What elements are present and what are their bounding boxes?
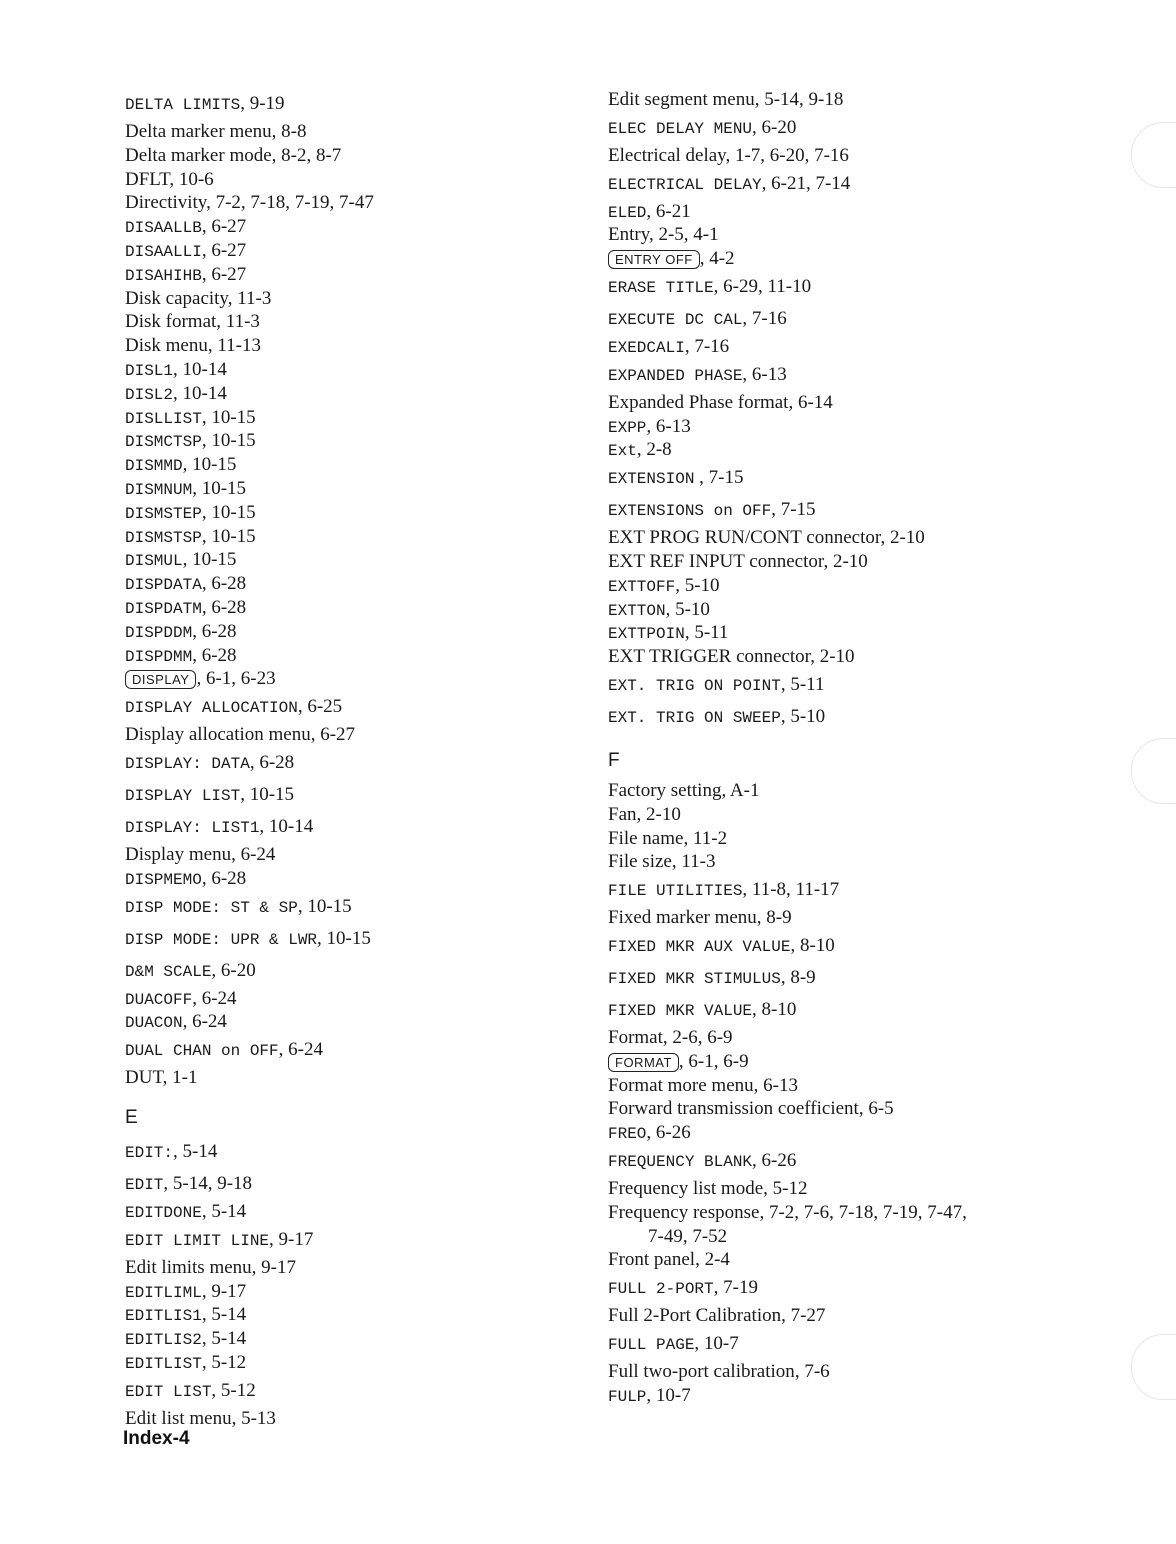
index-term: EDITDONE (125, 1203, 202, 1222)
index-entry (125, 1327, 575, 1351)
index-entry (608, 1074, 1148, 1098)
page-reference: , 10-15 (192, 477, 247, 499)
index-entry (608, 906, 1148, 930)
index-entry (125, 263, 575, 287)
page-reference: , 6-13 (742, 363, 787, 385)
index-term: DISMSTEP (125, 504, 202, 523)
page-reference: , 10-15 (240, 783, 295, 805)
page-reference: , 9-17 (269, 1228, 314, 1250)
index-entry (125, 723, 575, 747)
index-entry (608, 930, 1148, 962)
index-entry (608, 1328, 1148, 1360)
index-term: DISPDDM (125, 623, 193, 642)
index-entry (125, 867, 575, 891)
index-entry (608, 494, 1148, 526)
index-term: FIXED MKR VALUE (608, 1001, 753, 1020)
page-reference: , 6-25 (297, 696, 343, 718)
index-term: EDIT (125, 1175, 164, 1194)
index-term: Frequency list mode (608, 1177, 764, 1199)
index-term: EXECUTE DC CAL (608, 310, 743, 329)
index-entry (608, 850, 1148, 874)
page-reference: , 10-15 (182, 549, 237, 571)
page-reference: , 10-14 (259, 815, 314, 837)
index-term: DISMSTSP (125, 528, 202, 547)
index-entry (608, 1097, 1148, 1121)
index-term: D&M SCALE (125, 962, 212, 981)
index-entry (608, 88, 1148, 112)
page-reference: , 2-4 (695, 1249, 730, 1271)
index-entry (125, 453, 575, 477)
page-reference: , 6-21, 7-14 (761, 172, 851, 194)
page-reference: , 10-14 (173, 382, 227, 404)
page-reference: , 6-28 (249, 751, 295, 773)
page-reference: , 4-2 (699, 248, 735, 270)
index-term: DISAHIHB (125, 266, 202, 285)
page-reference: , 6-27 (310, 724, 356, 746)
page-number: Index-4 (123, 1428, 190, 1449)
index-term: EXT REF INPUT connector (608, 550, 824, 572)
page-reference: , 8-2, 8-7 (271, 144, 342, 166)
index-term: Edit limits menu (125, 1256, 252, 1278)
index-term: EXT. TRIG ON SWEEP (608, 708, 781, 727)
index-term: EDIT LIMIT LINE (125, 1231, 270, 1250)
page-reference: , 6-5 (858, 1098, 894, 1120)
page-reference: , 2-5, 4-1 (648, 224, 719, 246)
index-term: Delta marker menu (125, 121, 272, 142)
index-term: DISMCTSP (125, 433, 202, 452)
page-reference: , 6-28 (201, 596, 247, 618)
index-term: DFLT (125, 168, 170, 190)
index-term: FILE UTILITIES (608, 882, 743, 901)
index-entry (125, 1280, 575, 1304)
hardkey-label: DISPLAY (125, 670, 196, 689)
page-reference: , 11-3 (671, 851, 716, 873)
index-term: DUACOFF (125, 990, 193, 1009)
index-term: FREQUENCY BLANK (608, 1152, 753, 1171)
index-term: Disk capacity (125, 287, 228, 309)
page-reference: , 5-11 (780, 673, 825, 695)
index-entry (125, 987, 575, 1011)
page-reference: , 6-28 (201, 867, 247, 889)
index-term: DELTA LIMITS (125, 96, 241, 114)
index-entry (608, 962, 1148, 994)
page-reference: , 7-15 (771, 499, 816, 521)
page-reference: , 5-12 (211, 1379, 256, 1401)
index-term: DISLLIST (125, 409, 202, 428)
index-entry (608, 391, 1148, 415)
index-term: ELECTRICAL DELAY (608, 175, 762, 194)
page-reference: , 9-17 (201, 1280, 247, 1302)
index-term: Format (608, 1026, 663, 1048)
page-reference: , 6-13 (646, 415, 691, 437)
page-reference: , 2-10 (810, 646, 855, 668)
index-entry (125, 691, 575, 723)
index-term: EXTENSION (608, 470, 695, 489)
hardkey-label: ENTRY OFF (608, 250, 700, 269)
index-term: DISP MODE: ST & SP (125, 898, 298, 917)
index-entry (125, 548, 575, 572)
index-entry (608, 1272, 1148, 1304)
page-reference: , 10-14 (173, 358, 227, 380)
index-term: Disk menu (125, 335, 208, 357)
index-entry (125, 1303, 575, 1327)
index-column-right (608, 88, 1148, 1408)
index-term: Full 2-Port Calibration (608, 1305, 782, 1327)
page-reference: , 5-10 (665, 598, 710, 620)
page-reference: , 2-10 (823, 550, 868, 572)
index-term: Electrical delay (608, 144, 726, 166)
index-entry (125, 1136, 575, 1168)
page-reference: , 6-28 (192, 644, 237, 666)
page-reference: , 6-27 (201, 239, 247, 261)
index-entry (608, 994, 1148, 1026)
page-reference: , 10-7 (646, 1384, 691, 1406)
index-entry (125, 1375, 575, 1407)
index-entry (608, 1248, 1148, 1272)
index-entry (125, 429, 575, 453)
page-reference: , 6-26 (752, 1149, 797, 1171)
index-term: Directivity (125, 192, 207, 214)
index-entry (125, 891, 575, 923)
index-entry (608, 550, 1148, 574)
index-entry (608, 1050, 1148, 1074)
index-entry (125, 747, 575, 779)
index-entry (125, 667, 575, 691)
page-reference: , 2-10 (880, 527, 925, 549)
index-term: Front panel (608, 1249, 696, 1271)
index-term: FULL 2-PORT (608, 1280, 714, 1299)
index-term: EDITLIST (125, 1354, 202, 1373)
index-term: Forward transmission coefficient (608, 1098, 859, 1120)
page-reference: , 6-27 (201, 263, 247, 285)
page-reference: , 10-15 (317, 927, 371, 949)
index-entry (608, 827, 1148, 851)
index-term: DISL2 (125, 385, 174, 404)
index-term: DISMNUM (125, 480, 193, 499)
index-entry (125, 1168, 575, 1200)
page-reference: , 5-12 (763, 1177, 808, 1199)
index-term: EXPP (608, 418, 647, 437)
index-entry (608, 415, 1148, 439)
index-entry (125, 120, 575, 144)
index-term: Frequency response (608, 1201, 760, 1223)
index-entry (125, 191, 575, 215)
index-term: EXTTPOIN (608, 625, 685, 644)
index-column-left (125, 88, 575, 1430)
page-reference: , 10-7 (694, 1332, 739, 1354)
page-reference: , 5-14 (201, 1200, 247, 1222)
index-term: DUACON (125, 1014, 183, 1033)
page-reference: , 5-14 (201, 1328, 247, 1350)
page-reference: , 10-15 (297, 895, 352, 917)
index-term: DISPDATA (125, 576, 202, 595)
index-entry (125, 144, 575, 168)
index-entry (125, 811, 575, 843)
index-entry (125, 525, 575, 549)
page-reference: , 10-15 (201, 406, 256, 428)
index-entry (608, 303, 1148, 335)
index-entry (125, 779, 575, 811)
index-term: Disk format (125, 311, 217, 333)
page-reference: , 6-24 (192, 987, 237, 1009)
page-reference: , 10-15 (201, 501, 256, 523)
page-reference: , 7-27 (781, 1305, 826, 1327)
index-entry (608, 359, 1148, 391)
index-entry (125, 596, 575, 620)
index-term: Expanded Phase format (608, 391, 789, 413)
index-entry (608, 271, 1148, 303)
page-reference-continued: 7-49, 7-52 (648, 1225, 728, 1247)
index-term: File size (608, 851, 672, 873)
index-term: DISPLAY ALLOCATION (125, 699, 298, 718)
index-entry (608, 1121, 1148, 1145)
page-reference: , 5-10 (780, 705, 826, 727)
index-entry (608, 669, 1148, 701)
index-entry (608, 701, 1148, 733)
page-reference: , 6-27 (201, 216, 247, 238)
index-term: EXT TRIGGER connector (608, 646, 811, 668)
index-term: DUT (125, 1067, 163, 1089)
index-entry (608, 1145, 1148, 1177)
page-reference: , 7-19 (713, 1277, 758, 1299)
page-reference: , 10-6 (169, 168, 214, 190)
page-reference: , 6-1, 6-9 (678, 1050, 749, 1072)
index-entry (125, 1351, 575, 1375)
page-reference: , 6-28 (192, 620, 237, 642)
index-entry (125, 406, 575, 430)
page-reference: , 11-2 (683, 827, 728, 849)
index-term: DISPLAY: LIST1 (125, 818, 260, 837)
index-entry (608, 874, 1148, 906)
page-reference: , 6-24 (231, 843, 276, 865)
index-entry (125, 287, 575, 311)
page-reference: , 5-14, 9-18 (754, 89, 844, 110)
index-entry (608, 200, 1148, 224)
index-entry (125, 1034, 575, 1066)
index-entry (608, 526, 1148, 550)
index-entry (608, 1360, 1148, 1384)
index-term: Edit segment menu (608, 89, 755, 110)
index-entry (125, 215, 575, 239)
page-reference: , 6-24 (182, 1011, 227, 1033)
index-term: Ext (608, 442, 637, 461)
hardkey-label: FORMAT (608, 1053, 679, 1072)
page-reference: , 7-16 (742, 307, 787, 329)
index-entry (125, 382, 575, 406)
page-reference: , 10-15 (201, 525, 256, 547)
index-term: EXTENSIONS on OFF (608, 502, 772, 521)
index-term: DISP MODE: UPR & LWR (125, 930, 318, 949)
index-entry (608, 462, 1148, 494)
section-letter: E (125, 1106, 138, 1128)
index-term: EDIT: (125, 1143, 174, 1162)
index-term: EDITLIS2 (125, 1331, 202, 1350)
page-reference: , 11-3 (216, 311, 260, 333)
page-reference: , 6-28 (201, 573, 247, 595)
index-term: EDITLIML (125, 1283, 202, 1302)
index-entry (125, 1010, 575, 1034)
page-reference: , 5-13 (231, 1407, 276, 1429)
page-reference: , 2-8 (636, 439, 672, 461)
index-term: FREO (608, 1125, 647, 1144)
page-reference: , 8-8 (271, 121, 307, 142)
page-reference: , 6-24 (278, 1039, 323, 1061)
page-reference: , 9-17 (251, 1256, 296, 1278)
page-reference: , 7-2, 7-6, 7-18, 7-19, 7-47, (759, 1201, 967, 1223)
page-reference: , 11-8, 11-17 (742, 879, 840, 901)
page-reference: , 6-1, 6-23 (196, 668, 276, 690)
page-reference: , A-1 (721, 779, 760, 801)
index-entry (125, 1066, 575, 1090)
index-term: DUAL CHAN on OFF (125, 1042, 279, 1061)
index-term: DISPDMM (125, 647, 193, 666)
index-term: ELEC DELAY MENU (608, 119, 753, 138)
index-entry (125, 843, 575, 867)
index-entry (125, 168, 575, 192)
page-reference: , 11-13 (207, 335, 261, 357)
index-entry (608, 168, 1148, 200)
page-reference: , 1-7, 6-20, 7-16 (725, 144, 849, 166)
page-reference: , 6-14 (788, 391, 833, 413)
index-entry (125, 334, 575, 358)
index-entry (608, 1026, 1148, 1050)
page-reference: , 7-16 (684, 335, 730, 357)
index-entry (125, 88, 575, 120)
index-term: File name (608, 827, 684, 849)
page-reference: , 6-21 (646, 200, 691, 222)
index-term: Entry (608, 224, 649, 246)
index-entry (608, 144, 1148, 168)
index-term: Delta marker mode (125, 144, 272, 166)
index-term: EXT PROG RUN/CONT connector (608, 527, 881, 549)
index-term: DISPLAY: DATA (125, 754, 250, 773)
index-entry (125, 620, 575, 644)
page-reference: , 9-19 (240, 93, 285, 114)
index-term: Display allocation menu (125, 724, 311, 746)
index-term: DISAALLB (125, 219, 202, 238)
index-entry (125, 572, 575, 596)
index-term: DISL1 (125, 361, 174, 380)
index-term: EXTTOFF (608, 577, 676, 596)
index-entry (125, 1224, 575, 1256)
page-reference: , 8-9 (780, 966, 816, 988)
page-reference: , 7-15 (694, 467, 744, 489)
index-entry (125, 310, 575, 334)
index-term: DISPLAY LIST (125, 786, 241, 805)
index-entry (608, 598, 1148, 622)
index-entry (608, 1384, 1148, 1408)
page-reference: , 10-15 (201, 430, 256, 452)
page-reference: , 5-10 (675, 574, 720, 596)
page-reference: , 5-12 (201, 1351, 247, 1373)
index-term: Fan (608, 803, 637, 825)
index-entry (125, 923, 575, 955)
index-term: ERASE TITLE (608, 278, 714, 297)
index-term: DISAALLI (125, 242, 202, 261)
index-term: ELED (608, 203, 647, 222)
index-entry (125, 477, 575, 501)
page-reference: , 8-10 (790, 934, 835, 956)
index-entry (125, 1200, 575, 1224)
index-term: EXPANDED PHASE (608, 366, 743, 385)
index-entry (125, 239, 575, 263)
page-reference: , 2-10 (636, 803, 681, 825)
index-entry (608, 1201, 1148, 1249)
page-reference: , 8-9 (756, 907, 792, 929)
page-reference: , 6-13 (753, 1074, 798, 1096)
index-term: Format more menu (608, 1074, 754, 1096)
page-reference: , 6-29, 11-10 (713, 275, 812, 297)
index-entry (125, 955, 575, 987)
page-reference: , 5-14, 9-18 (163, 1172, 253, 1194)
index-term: Fixed marker menu (608, 907, 757, 929)
page-reference: , 1-1 (162, 1067, 198, 1089)
index-entry (608, 779, 1148, 803)
index-term: Display menu (125, 843, 232, 865)
index-term: FIXED MKR STIMULUS (608, 969, 781, 988)
index-term: Full two-port calibration (608, 1360, 795, 1382)
page-reference: , 6-20 (752, 116, 797, 138)
index-entry (608, 645, 1148, 669)
index-entry (608, 621, 1148, 645)
index-term: FULP (608, 1387, 647, 1406)
index-term: EXTTON (608, 601, 666, 620)
index-entry (608, 112, 1148, 144)
page-reference: , 5-14 (201, 1304, 247, 1326)
index-term: EDIT LIST (125, 1382, 212, 1401)
index-term: DISMUL (125, 552, 183, 571)
index-entry (125, 1407, 575, 1431)
page-reference: , 6-20 (211, 959, 256, 981)
page-reference: , 6-26 (646, 1122, 691, 1144)
index-entry (608, 335, 1148, 359)
index-entry (125, 501, 575, 525)
index-entry (608, 247, 1148, 271)
index-entry (125, 644, 575, 668)
page-reference: , 5-11 (684, 622, 729, 644)
index-term: EXEDCALI (608, 338, 685, 357)
index-entry (608, 438, 1148, 462)
index-term: Edit list menu (125, 1407, 232, 1429)
index-entry (608, 574, 1148, 598)
page-reference: , 5-14 (173, 1140, 218, 1162)
index-term: Factory setting (608, 779, 722, 801)
index-entry (608, 223, 1148, 247)
index-entry (608, 1304, 1148, 1328)
page-reference: , 10-15 (182, 454, 237, 476)
page-reference: , 11-3 (227, 287, 272, 309)
index-term: FIXED MKR AUX VALUE (608, 937, 791, 956)
page-reference: , 7-2, 7-18, 7-19, 7-47 (206, 192, 374, 214)
index-term: FULL PAGE (608, 1335, 695, 1354)
index-entry (608, 803, 1148, 827)
index-term: DISPMEMO (125, 870, 202, 889)
index-term: DISPDATM (125, 599, 202, 618)
index-term: DISMMD (125, 457, 183, 476)
page-reference: , 7-6 (794, 1360, 830, 1382)
index-entry (125, 358, 575, 382)
index-entry (125, 1256, 575, 1280)
index-term: EDITLIS1 (125, 1307, 202, 1326)
index-term: EXT. TRIG ON POINT (608, 676, 781, 695)
page-reference: , 8-10 (752, 998, 797, 1020)
section-letter: F (608, 749, 620, 771)
page-reference: , 2-6, 6-9 (662, 1026, 733, 1048)
index-entry (608, 1177, 1148, 1201)
